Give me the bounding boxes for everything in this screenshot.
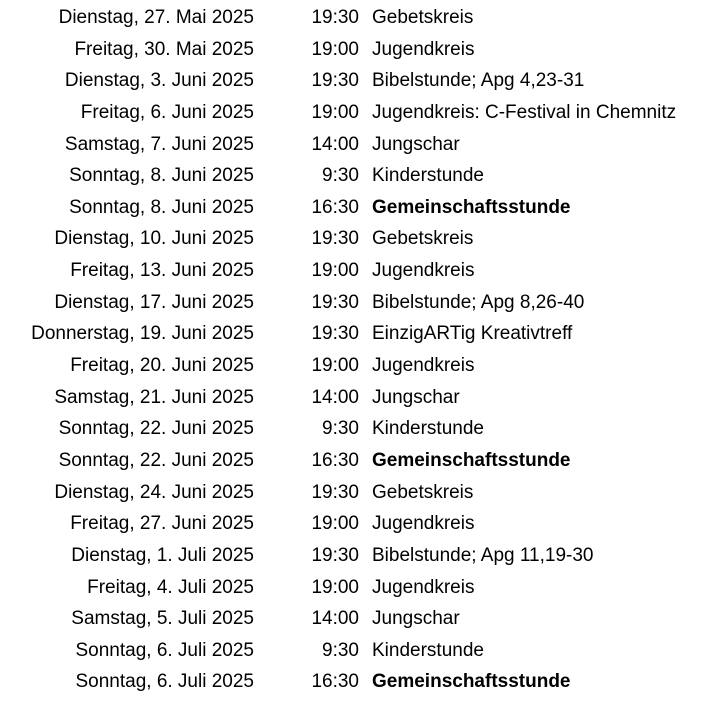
schedule-row (0, 97, 722, 129)
event-date: Freitag, 13. Juni 2025 (70, 260, 254, 282)
event-time: 19:30 (311, 228, 359, 250)
schedule-row (0, 540, 722, 572)
event-date: Dienstag, 1. Juli 2025 (71, 544, 254, 566)
event-title: Bibelstunde; Apg 8,26-40 (372, 291, 585, 313)
schedule-row (0, 2, 722, 34)
event-title: Jungschar (372, 133, 460, 155)
schedule-row (0, 34, 722, 66)
event-title: Gebetskreis (372, 7, 474, 28)
event-date: Dienstag, 10. Juni 2025 (54, 228, 254, 250)
schedule-row (0, 192, 722, 224)
event-time: 19:00 (311, 513, 359, 535)
event-title: Jugendkreis: C-Festival in Chemnitz (372, 101, 677, 123)
event-date: Freitag, 30. Mai 2025 (74, 38, 254, 60)
event-title: Jugendkreis (372, 260, 475, 282)
event-time: 9:30 (322, 165, 359, 187)
schedule-row (0, 572, 722, 604)
event-date: Sonntag, 6. Juli 2025 (75, 639, 254, 661)
event-title: Gemeinschaftsstunde (372, 449, 571, 471)
event-date: Sonntag, 6. Juli 2025 (75, 671, 254, 693)
event-time: 19:00 (311, 38, 359, 60)
schedule-row (0, 635, 722, 667)
event-title: Jungschar (372, 386, 460, 408)
event-time: 16:30 (311, 449, 359, 471)
event-date: Sonntag, 8. Juni 2025 (69, 196, 254, 218)
event-date: Donnerstag, 19. Juni 2025 (31, 323, 254, 345)
event-title: Jugendkreis (372, 576, 475, 598)
event-title: Gebetskreis (372, 481, 474, 503)
event-title: Gemeinschaftsstunde (372, 671, 571, 693)
schedule-row (0, 129, 722, 161)
event-title: Jugendkreis (372, 38, 475, 60)
event-date: Freitag, 4. Juli 2025 (87, 576, 254, 598)
event-title: EinzigARTig Kreativtreff (372, 323, 573, 345)
event-date: Dienstag, 24. Juni 2025 (54, 481, 254, 503)
schedule-row (0, 318, 722, 350)
event-title: Bibelstunde; Apg 4,23-31 (372, 70, 585, 92)
event-date: Samstag, 7. Juni 2025 (64, 133, 254, 155)
event-title: Bibelstunde; Apg 11,19-30 (372, 544, 594, 566)
schedule-row (0, 445, 722, 477)
event-time: 14:00 (311, 386, 359, 408)
event-time: 19:00 (311, 260, 359, 282)
event-title: Jugendkreis (372, 355, 475, 377)
event-time: 19:00 (311, 355, 359, 377)
event-time: 14:00 (311, 133, 359, 155)
event-date: Dienstag, 3. Juni 2025 (64, 70, 254, 92)
event-time: 19:30 (311, 481, 359, 503)
event-date: Sonntag, 22. Juni 2025 (58, 449, 254, 471)
event-time: 19:30 (311, 544, 359, 566)
event-date: Samstag, 5. Juli 2025 (71, 608, 254, 630)
schedule-row (0, 287, 722, 319)
event-schedule (0, 2, 722, 698)
schedule-row (0, 160, 722, 192)
event-title: Jugendkreis (372, 513, 475, 535)
event-date: Sonntag, 8. Juni 2025 (69, 165, 254, 187)
event-date: Freitag, 6. Juni 2025 (80, 101, 254, 123)
event-date: Dienstag, 17. Juni 2025 (54, 291, 254, 313)
event-title: Gemeinschaftsstunde (372, 196, 571, 218)
event-title: Kinderstunde (372, 418, 484, 440)
event-time: 9:30 (322, 639, 359, 661)
event-time: 19:30 (311, 7, 359, 28)
schedule-row (0, 65, 722, 97)
event-date: Samstag, 21. Juni 2025 (54, 386, 254, 408)
event-date: Sonntag, 22. Juni 2025 (58, 418, 254, 440)
event-time: 9:30 (322, 418, 359, 440)
event-date: Freitag, 20. Juni 2025 (70, 355, 254, 377)
schedule-row (0, 508, 722, 540)
schedule-row (0, 255, 722, 287)
event-time: 19:00 (311, 576, 359, 598)
schedule-row (0, 350, 722, 382)
schedule-row (0, 223, 722, 255)
event-time: 19:30 (311, 291, 359, 313)
event-time: 19:30 (311, 70, 359, 92)
event-title: Kinderstunde (372, 165, 484, 187)
event-time: 19:00 (311, 101, 359, 123)
event-time: 16:30 (311, 671, 359, 693)
schedule-row (0, 413, 722, 445)
event-time: 14:00 (311, 608, 359, 630)
event-title: Jungschar (372, 608, 460, 630)
event-time: 16:30 (311, 196, 359, 218)
event-title: Kinderstunde (372, 639, 484, 661)
event-date: Dienstag, 27. Mai 2025 (58, 7, 254, 28)
schedule-row (0, 666, 722, 698)
event-date: Freitag, 27. Juni 2025 (70, 513, 254, 535)
schedule-row (0, 382, 722, 414)
event-time: 19:30 (311, 323, 359, 345)
event-title: Gebetskreis (372, 228, 474, 250)
schedule-row (0, 477, 722, 509)
schedule-row (0, 603, 722, 635)
